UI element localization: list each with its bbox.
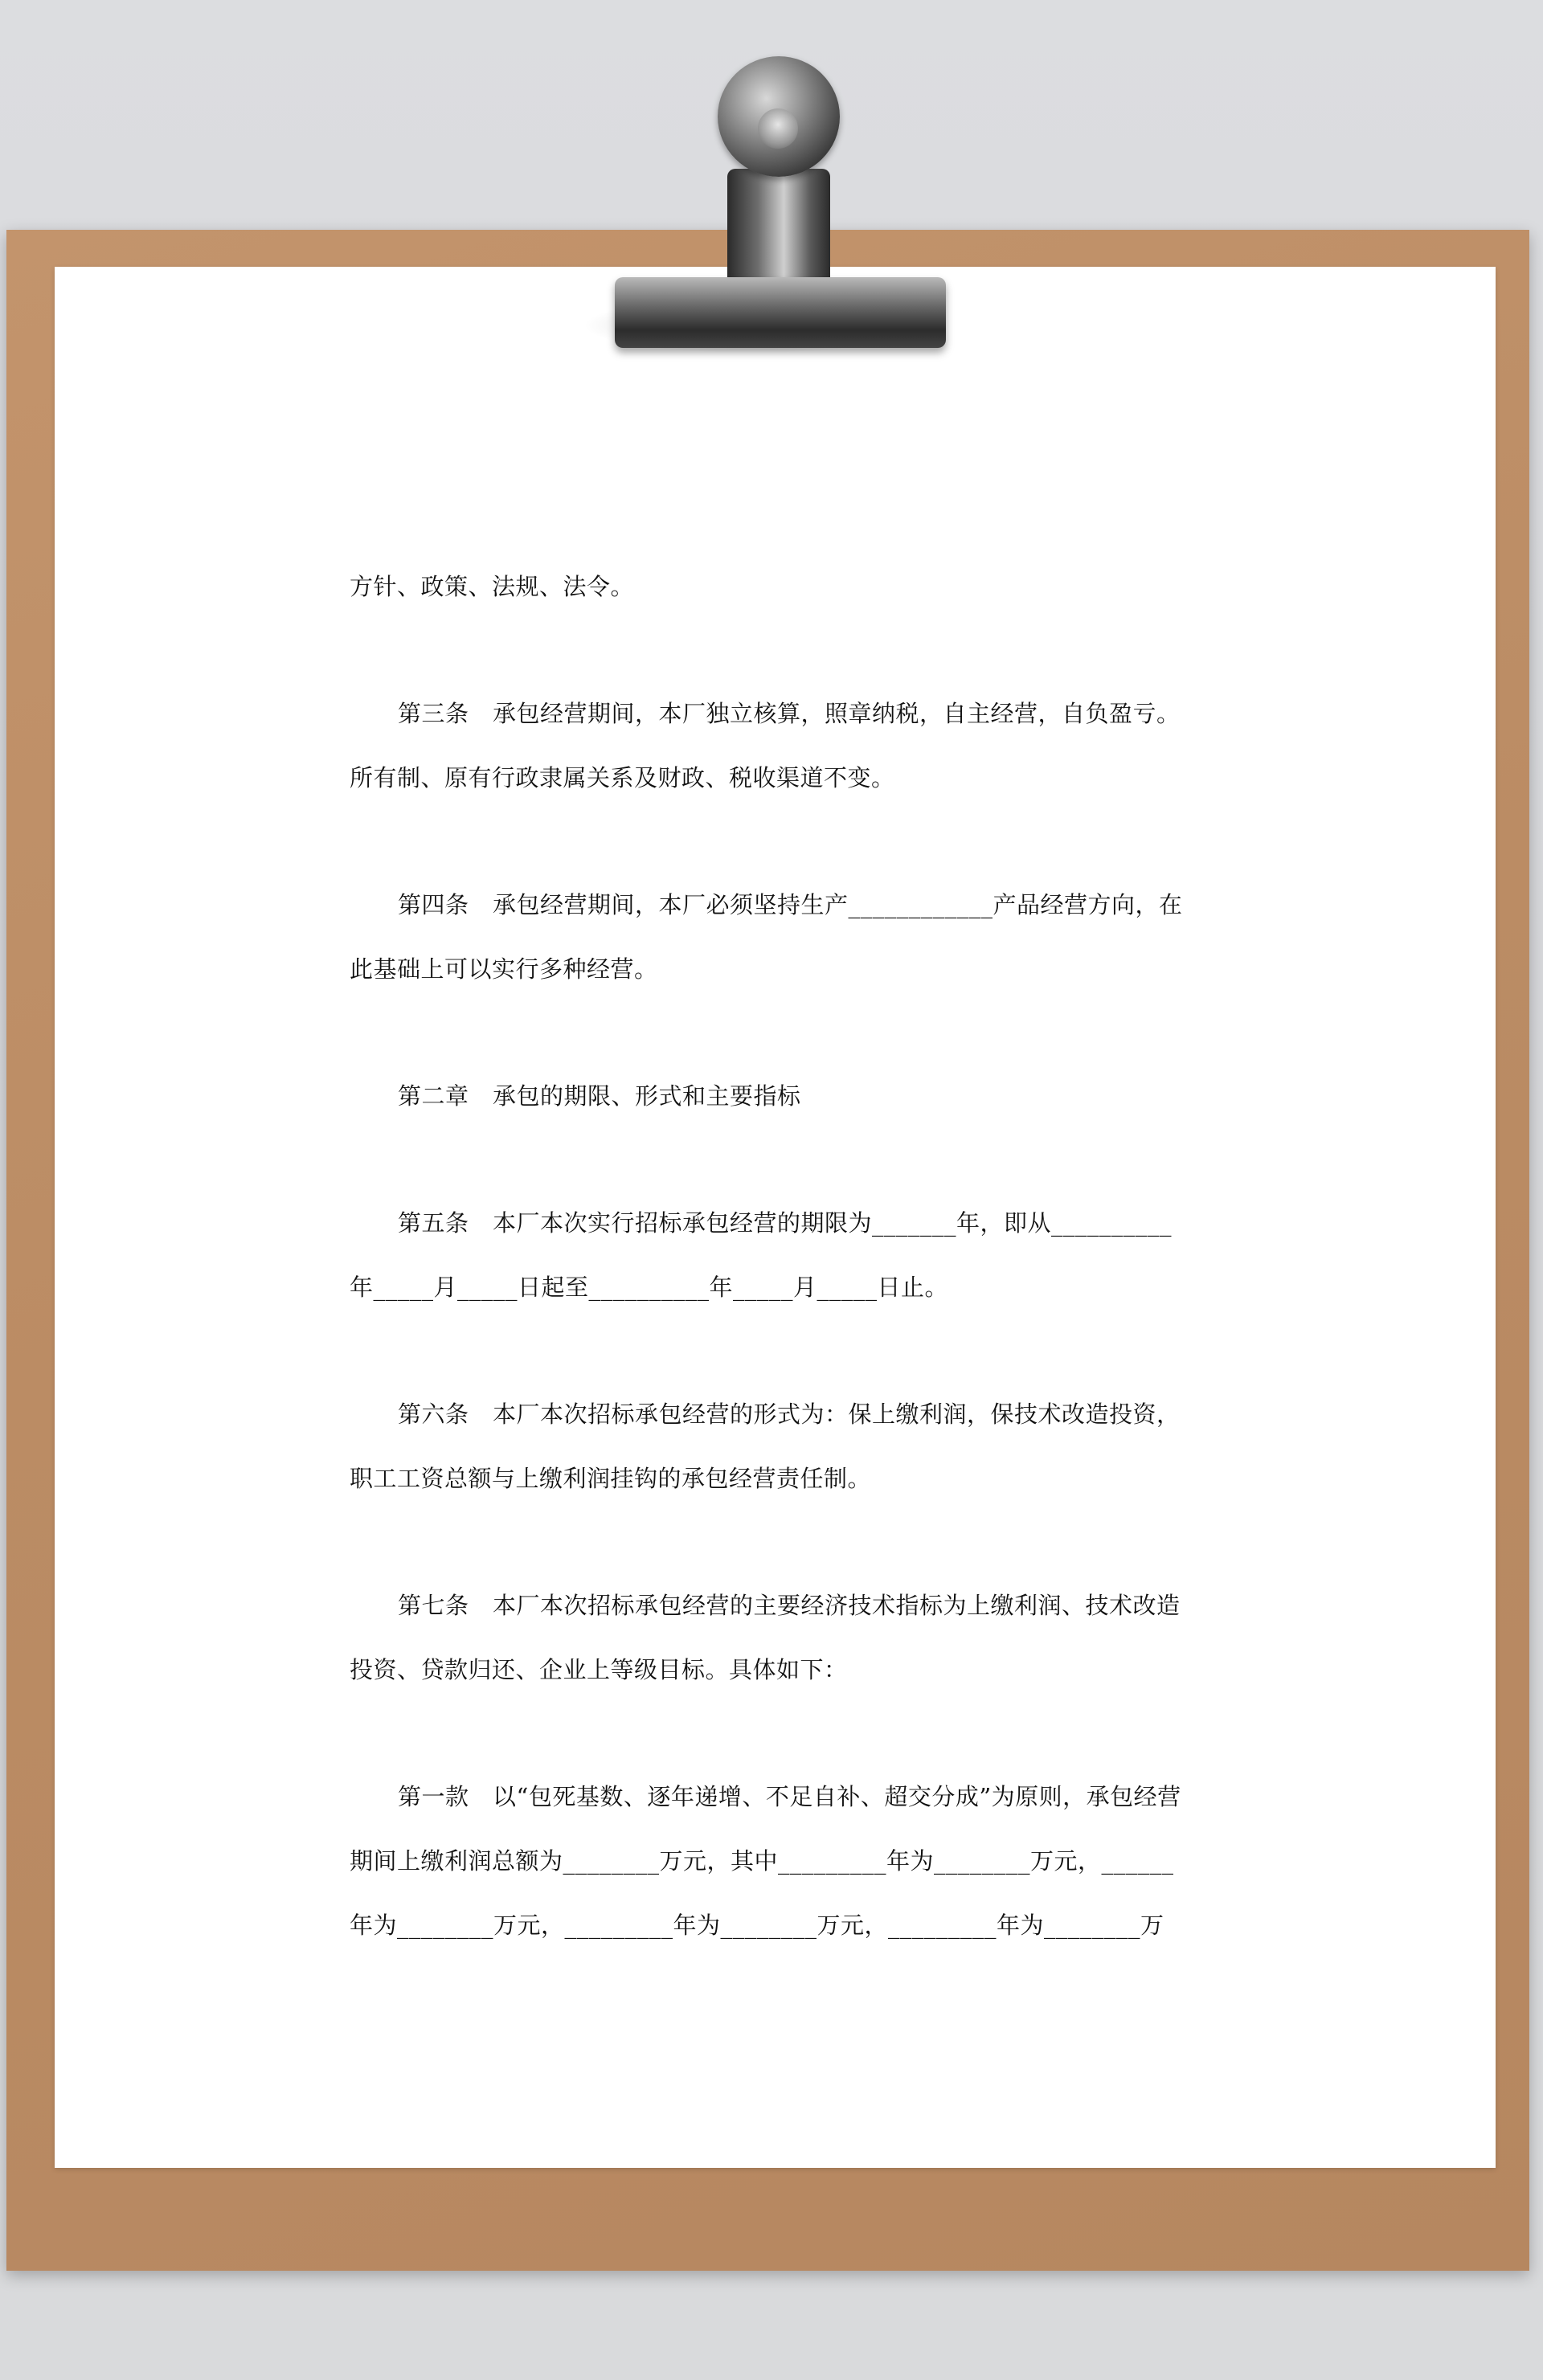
article-3: 第三条 承包经营期间，本厂独立核算，照章纳税，自主经营，自负盈亏。 [398, 700, 1181, 727]
binder-clip-neck [727, 169, 830, 289]
text-line: 年_____月_____日起至__________年_____月_____日止。 [350, 1274, 949, 1301]
binder-clip-hole [758, 108, 798, 149]
binder-clip-base [615, 277, 946, 348]
article-7: 第七条 本厂本次招标承包经营的主要经济技术指标为上缴利润、技术改造 [398, 1592, 1181, 1619]
article-5: 第五条 本厂本次实行招标承包经营的期限为_______年，即从__________ [398, 1209, 1173, 1237]
text-line: 方针、政策、法规、法令。 [350, 573, 635, 600]
text-line: 此基础上可以实行多种经营。 [350, 955, 658, 983]
text-line: 所有制、原有行政隶属关系及财政、税收渠道不变。 [350, 764, 895, 791]
text-line: 期间上缴利润总额为________万元，其中_________年为________万元，______ [350, 1847, 1174, 1875]
article-4: 第四条 承包经营期间，本厂必须坚持生产____________产品经营方向，在 [398, 891, 1183, 918]
text-line: 投资、贷款归还、企业上等级目标。具体如下： [350, 1656, 848, 1683]
clause-1: 第一款 以“包死基数、逐年递增、不足自补、超交分成”为原则，承包经营 [398, 1783, 1181, 1810]
document-text [350, 554, 1193, 1957]
text-line: 职工工资总额与上缴利润挂钩的承包经营责任制。 [350, 1465, 872, 1492]
text-line: 年为________万元，_________年为________万元，_________年为________万 [350, 1912, 1164, 1939]
article-6: 第六条 本厂本次招标承包经营的形式为：保上缴利润，保技术改造投资， [398, 1401, 1181, 1428]
chapter-2-heading: 第二章 承包的期限、形式和主要指标 [398, 1082, 801, 1110]
